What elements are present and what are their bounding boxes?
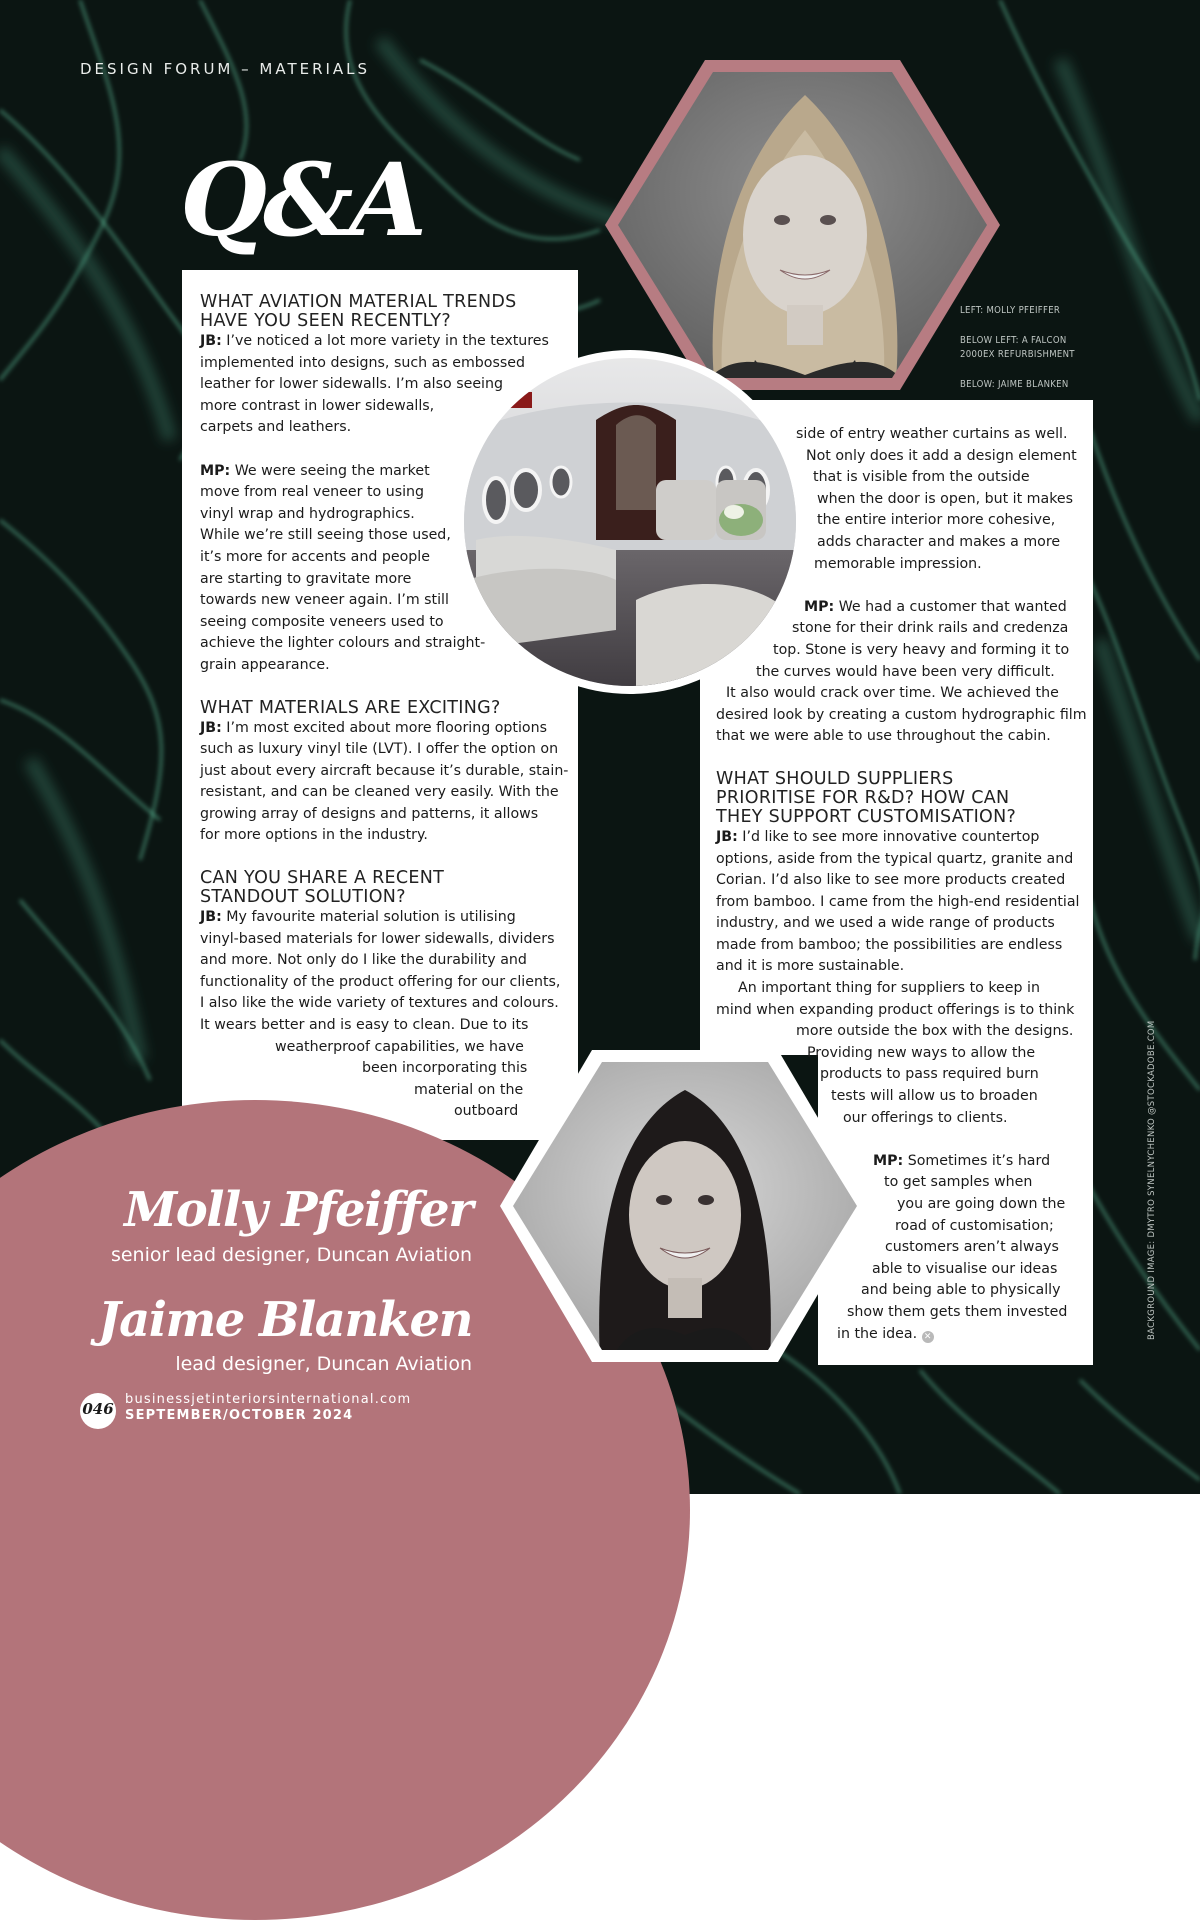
person-role-jaime: lead designer, Duncan Aviation <box>175 1353 472 1375</box>
answer-jb-trends: JB: I’ve noticed a lot more variety in the textures implemented into designs, such as embossed leather for lower sidewalls. I’m also seeing more contrast in lower sidewalls, carpets and leathers. <box>200 333 549 436</box>
answer-jb-standout: JB: My favourite material solution is utilising vinyl-based materials for lower sidewalls, dividers and more. Not only do I like the durability and functionality of the product offering for our clients, I also like the wide variety of textures and colours. It wears better and is easy to clean. Due to its weatherproof capabilities, we have been incorporating this material on the outboard <box>200 909 561 1120</box>
answer-mp-rd: MP: Sometimes it’s hard to get samples when you are going down the road of customisation; customers aren’t always able to visualise our ideas and being able to physically show them gets them invested in the idea. ✕ <box>837 1152 1068 1342</box>
end-mark-icon: ✕ <box>922 1331 934 1343</box>
background-credit: BACKGROUND IMAGE: DMYTRO SYNELNYCHENKO @STOCKADOBE.COM <box>1147 1020 1157 1340</box>
molly-portrait-frame <box>605 60 1000 390</box>
footer-issue: SEPTEMBER/OCTOBER 2024 <box>125 1408 354 1423</box>
person-role-molly: senior lead designer, Duncan Aviation <box>110 1244 472 1266</box>
question-1: WHAT AVIATION MATERIAL TRENDS HAVE YOU SEEN RECENTLY? <box>200 292 517 331</box>
person-name-molly: Molly Pfeiffer <box>124 1182 472 1238</box>
right-column <box>716 424 1086 1345</box>
question-4: WHAT SHOULD SUPPLIERS PRIORITISE FOR R&D? HOW CAN THEY SUPPORT CUSTOMISATION? <box>716 768 1017 827</box>
answer-jb-standout-continued: side of entry weather curtains as well. Not only does it add a design element that is visible from the outside when the door is open, but it makes the entire interior more cohesive, adds character and makes a more memorable impression. <box>796 426 1077 572</box>
answer-jb-rd: JB: I’d like to see more innovative countertop options, aside from the typical quartz, granite and Corian. I’d also like to see more products created from bamboo. I came from the high-end residential industry, and we used a wide range of products made from bamboo; the possibilities are endless and it is more sustainable. <box>716 828 1080 975</box>
caption-below: BELOW: JAIME BLANKEN <box>960 379 1069 390</box>
caption-left: LEFT: MOLLY PFEIFFER <box>960 305 1061 316</box>
person-name-jaime: Jaime Blanken <box>97 1292 472 1348</box>
caption-below-left-2: 2000EX REFURBISHMENT <box>960 349 1075 360</box>
section-kicker: DESIGN FORUM – MATERIALS <box>80 60 371 78</box>
question-3: CAN YOU SHARE A RECENT STANDOUT SOLUTION? <box>200 868 445 908</box>
answer-jb-rd-continued: An important thing for suppliers to keep in mind when expanding product offerings is to think more outside the box with the designs. Providing new ways to allow the products to pass required burn tests will allow us to broaden our offerings to clients. <box>716 980 1075 1126</box>
left-column <box>200 293 572 1123</box>
page-title: Q&A <box>180 141 423 259</box>
caption-below-left-1: BELOW LEFT: A FALCON <box>960 335 1067 346</box>
question-2: WHAT MATERIALS ARE EXCITING? <box>200 697 501 718</box>
answer-mp-trends: MP: We were seeing the market move from real veneer to using vinyl wrap and hydrographics. While we’re still seeing those used, it’s more for accents and people are starting to gravitate more towards new veneer again. I’m still seeing composite veneers used to achieve the lighter colours and straight- grain appearance. <box>200 462 486 673</box>
answer-mp-standout: MP: We had a customer that wanted stone for their drink rails and credenza top. Stone is very heavy and forming it to the curves would have been very difficult. It also would crack over time. We achieved the desired look by creating a custom hydrographic film that we were able to use throughout the cabin. <box>716 598 1087 745</box>
footer-site: businessjetinteriorsinternational.com <box>125 1392 412 1407</box>
page-number: 046 <box>82 1400 114 1418</box>
answer-jb-exciting: JB: I’m most excited about more flooring options such as luxury vinyl tile (LVT). I offer the option on just about every aircraft because it’s durable, stain- resistant, and can be cleaned very easily. With the growing array of designs and patterns, it allows for more options in the industry. <box>200 719 569 844</box>
molly-portrait-photo <box>605 60 1000 390</box>
